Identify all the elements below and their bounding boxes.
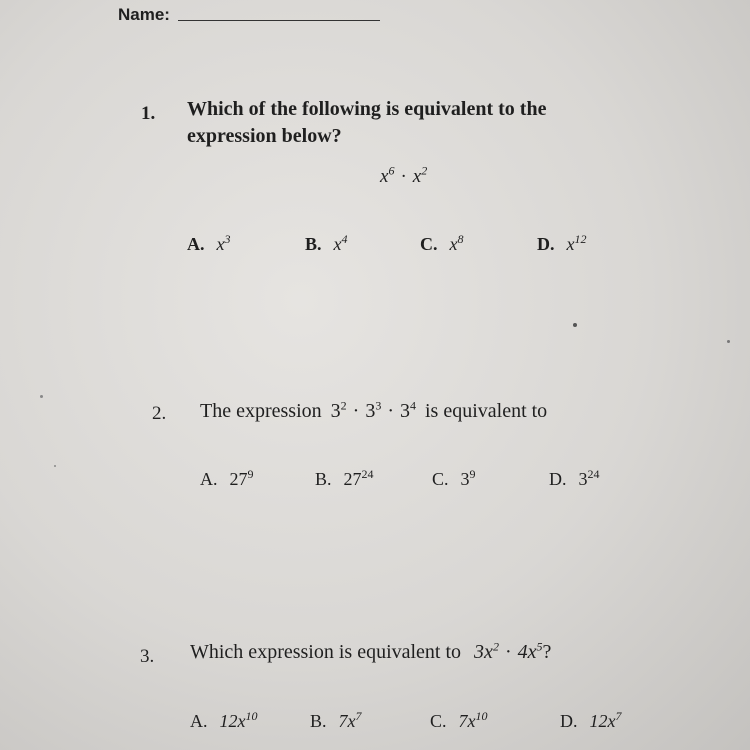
- question-2-number: 2.: [152, 403, 167, 424]
- question-2-choice-a[interactable]: A. $27^9$: [200, 467, 254, 489]
- question-3-number: 3.: [140, 646, 155, 667]
- paper-speck: [54, 465, 56, 467]
- question-1-choice-d[interactable]: D. $x^{12}$: [537, 232, 587, 254]
- name-label: Name:: [118, 5, 170, 24]
- question-3-expression: $3x^2 \cdot 4x^5$?: [474, 639, 552, 663]
- question-2-text: The expression $3^2 \cdot 3^3 \cdot 3^4$ is equivalent to: [200, 398, 548, 422]
- question-2-choice-c[interactable]: C. $3^9$: [432, 467, 476, 489]
- paper-speck: [727, 340, 730, 343]
- question-1-text-line1: Which of the following is equivalent to the: [187, 98, 547, 120]
- question-2-choice-d[interactable]: D. $3^{24}$: [549, 467, 600, 489]
- paper-speck: [40, 395, 43, 398]
- question-1-text-line2: expression below?: [187, 125, 342, 147]
- question-1-choice-c[interactable]: C. $x^8$: [420, 232, 464, 254]
- question-1-choice-b[interactable]: B. $x^4$: [305, 232, 348, 254]
- question-2-choice-b[interactable]: B. $27^{24}$: [315, 467, 374, 489]
- question-2-expression: $3^2 \cdot 3^3 \cdot 3^4$: [330, 398, 416, 422]
- question-1-expression: $x^6 \cdot x^2$: [380, 163, 428, 187]
- question-3-choice-a[interactable]: A. $12x^{10}$: [190, 709, 258, 731]
- question-1-number: 1.: [141, 103, 156, 124]
- question-3-text: Which expression is equivalent to $3x^2 \cdot 4x^5$?: [190, 639, 552, 663]
- question-3-choice-b[interactable]: B. $7x^7$: [310, 709, 362, 731]
- paper-speck: [573, 323, 577, 327]
- name-blank-line[interactable]: [178, 20, 380, 21]
- question-3-choice-c[interactable]: C. $7x^{10}$: [430, 709, 488, 731]
- question-3-choice-d[interactable]: D. $12x^7$: [560, 709, 622, 731]
- question-1-choice-a[interactable]: A. $x^3$: [187, 232, 231, 254]
